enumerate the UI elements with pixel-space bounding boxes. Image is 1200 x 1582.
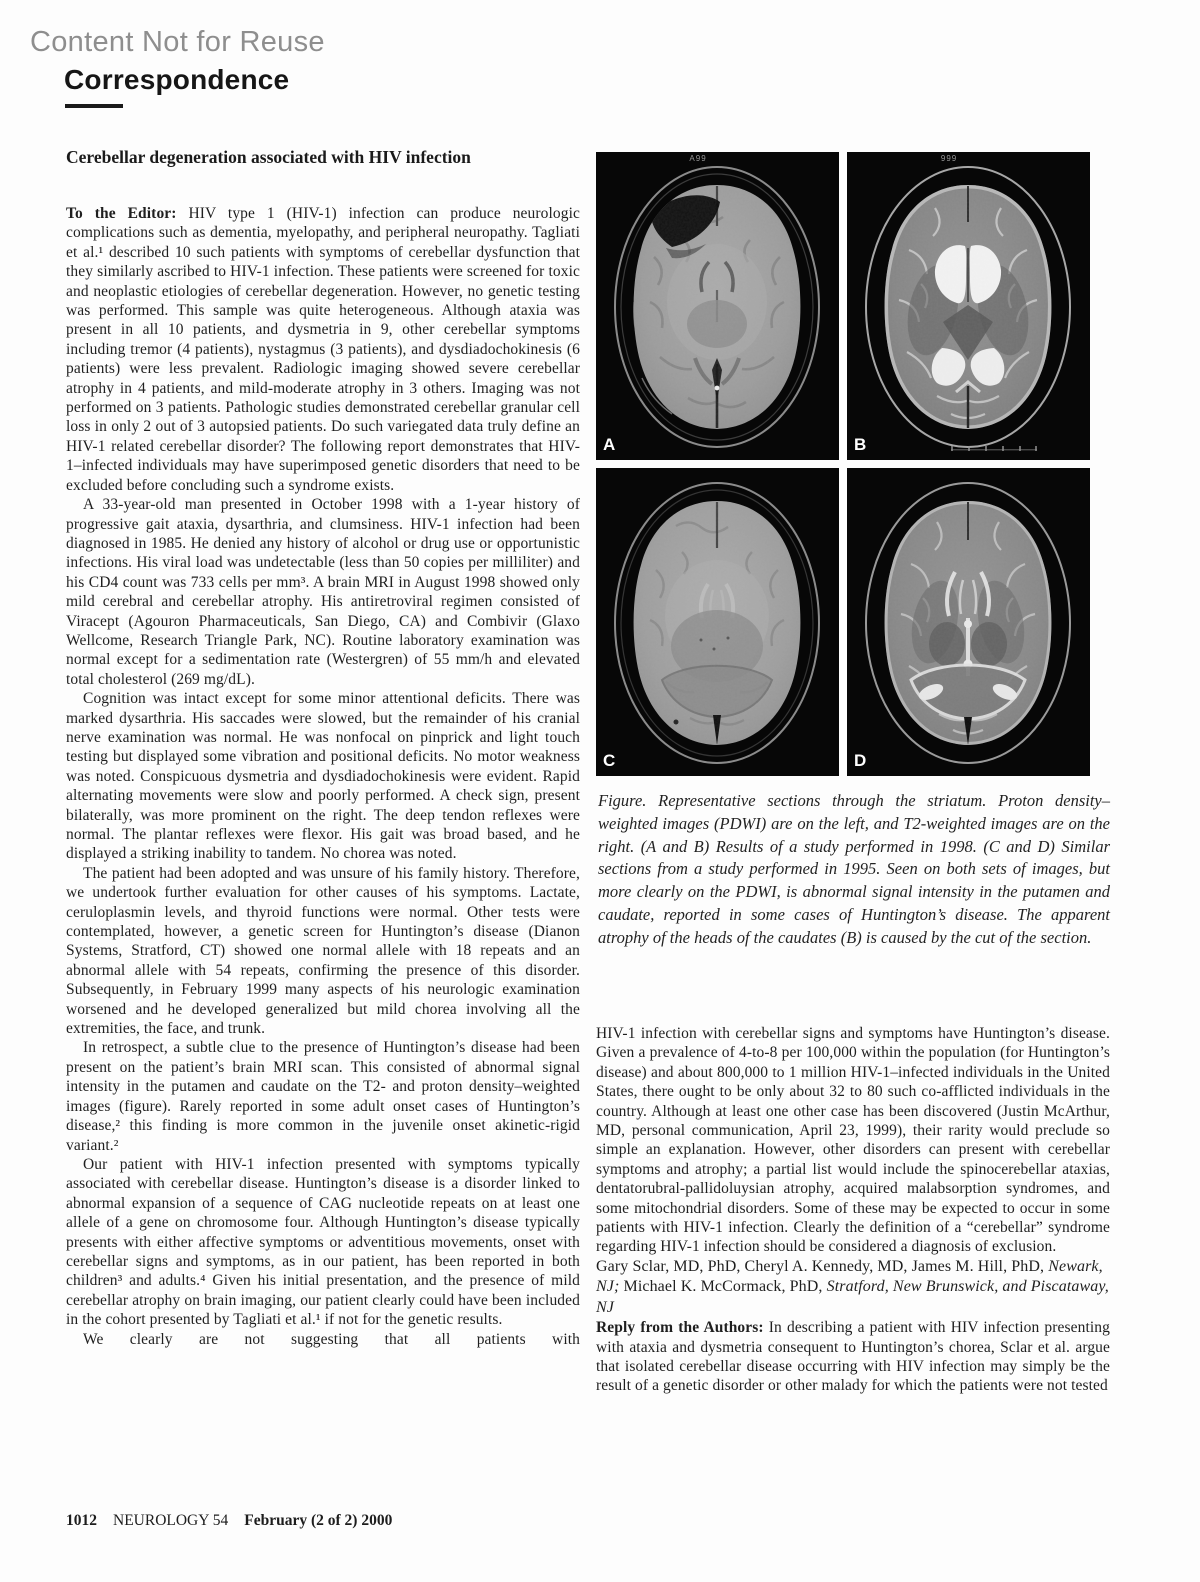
to-the-editor-lead: To the Editor:	[66, 205, 177, 222]
panel-letter: B	[854, 435, 867, 454]
signature-location: Newark, NJ;	[596, 1257, 1103, 1296]
watermark-text: Content Not for Reuse	[30, 26, 325, 58]
paragraph: In retrospect, a subtle clue to the presence of Huntington’s disease had been present on the patient’s brain MRI scan. This consisted of abnormal signal intensity in the putamen and caudate on the T2- and proton density–weighted images (figure). Rarely reported in some adult onset cases of Huntington’s disease,² this finding is more common in the juvenile onset akinetic-rigid variant.²	[66, 1039, 580, 1154]
figure-caption: Figure. Representative sections through the striatum. Proton density–weighted images (PDWI) are on the left, and T2-weighted images are on the right. (A and B) Results of a study performed in 1998. (C and D) Similar sections from a study performed in 1995. Seen on both sets of images, but more clearly on the PDWI, is abnormal signal intensity in the putamen and caudate, reported in some cases of Huntington’s disease. The apparent atrophy of the heads of the caudates (B) is caused by the cut of the section.	[598, 791, 1110, 947]
reply-lead: Reply from the Authors:	[596, 1319, 764, 1337]
issue-date: February (2 of 2) 2000	[244, 1512, 393, 1529]
mri-panel-a	[596, 152, 839, 460]
paragraph: A 33-year-old man presented in October 1998 with a 1-year history of progressive gait ataxia, dysarthria, and clumsiness. HIV-1 infection had been diagnosed in 1985. He denied any history of alcohol or drug use or opportunistic infections. His viral load was undetectable (less than 50 copies per milliliter) and his CD4 count was 733 cells per mm³. A brain MRI in August 1998 showed only mild cerebral and cerebellar atrophy. His antiretroviral regimen consisted of Viracept (Agouron Pharmaceuticals, San Diego, CA) and Combivir (Glaxo Wellcome, Research Triangle Park, NC). Routine laboratory examination was normal except for a sedimentation rate (Westergren) of 55 mm/h and elevated total cholesterol (269 mg/dL).	[66, 496, 580, 688]
reply-paragraph	[596, 1318, 1110, 1396]
left-text-column	[66, 204, 580, 1349]
signature-location: Stratford, New Brunswick, and Piscataway, NJ	[596, 1278, 1109, 1316]
page-number: 1012	[66, 1512, 97, 1529]
paragraph-continuation-line: We clearly are not suggesting that all patients with	[83, 1330, 580, 1348]
panel-letter: C	[603, 751, 616, 770]
paragraph: Cognition was intact except for some minor attentional deficits. There was marked dysarthria. His saccades were slowed, but the remainder of his cranial nerve examination was normal. He was nonfocal on pinprick and light touch testing but displayed some vibration and positional deficits. No motor weakness was noted. Conspicuous dysmetria and dysdiadochokinesis were evident. Rapid alternating movements were slow and poorly performed. A check sign, present bilaterally, was more prominent on the right. The deep tendon reflexes were normal. The plantar reflexes were flexor. His gait was broad based, and he displayed a striking inability to tandem. No chorea was noted.	[66, 690, 580, 863]
scanner-annotation: 999	[940, 154, 958, 163]
mri-image-t2-1995	[847, 468, 1090, 776]
paragraph	[66, 204, 580, 495]
signature-names: Michael K. McCormack, PhD,	[619, 1278, 827, 1296]
section-title: Correspondence	[64, 64, 290, 95]
mri-image-pdwi-1998	[596, 152, 839, 460]
article-title: Cerebellar degeneration associated with HIV infection	[66, 147, 471, 167]
mri-image-t2-1998	[847, 152, 1090, 460]
signature-names: Gary Sclar, MD, PhD, Cheryl A. Kennedy, MD, James M. Hill, PhD,	[596, 1257, 1049, 1275]
mri-figure-grid	[596, 152, 1090, 776]
section-title-rule	[65, 104, 123, 108]
paragraph: HIV-1 infection with cerebellar signs and symptoms have Huntington’s disease. Given a prevalence of 4-to-8 per 100,000 within the population (for Huntington’s disease) and about 800,000 to 1 million HIV-1–infected individuals in the United States, there ought to be only about 32 to 80 such co-afflicted individuals in the country. Although at least one other case has been discovered (Justin McArthur, MD, personal communication, April 23, 1999), their rarity would preclude so simple an explanation. However, other disorders can present with cerebellar symptoms and atrophy; a partial list would include the spinocerebellar ataxias, dentatorubral-pallidoluysian atrophy, acquired malabsorption syndromes, and some mitochondrial disorders. Some of these may be expected to occur in some patients with HIV-1 infection. Clearly the definition of a “cerebellar” syndrome regarding HIV-1 infection should be considered a diagnosis of exclusion.	[596, 1025, 1110, 1256]
mri-panel-b	[847, 152, 1090, 460]
paragraph: Our patient with HIV-1 infection presented with symptoms typically associated with cerebellar disease. Huntington’s disease is a disorder linked to abnormal expansion of a sequence of CAG nucleotide repeats on at least one allele of a gene on chromosome four. Although Huntington’s disease typically presents with either affective symptoms or adventitious movements, onset with cerebellar signs and symptoms, as in our patient, has been reported in both children³ and adults.⁴ Given his initial presentation, and the presence of mild cerebellar atrophy on brain imaging, our patient clearly could have been included in the cohort presented by Tagliati et al.¹ if not for the genetic results.	[66, 1155, 580, 1329]
mri-image-pdwi-1995	[596, 468, 839, 776]
author-signature	[596, 1257, 1110, 1318]
journal-name: NEUROLOGY 54	[113, 1512, 229, 1529]
scanner-annotation: A99	[689, 154, 707, 163]
right-text-column	[596, 1024, 1110, 1396]
mri-panel-c	[596, 468, 839, 776]
paragraph-text: HIV type 1 (HIV-1) infection can produce neurologic complications such as dementia, myelopathy, and peripheral neuropathy. Tagliati et al.¹ described 10 such patients with symptoms of cerebellar dysfunction that they similarly ascribed to HIV-1 infection. These patients were screened for toxic and neoplastic etiologies of cerebellar degeneration. However, no genetic testing was performed. This sample was quite heterogeneous. Although ataxia was present in all 10 patients, and dysmetria in 9, other cerebellar symptoms including tremor (4 patients), nystagmus (3 patients), and dysdiadochokinesis (6 patients) were less prevalent. Radiologic imaging showed severe cerebellar atrophy in 4 patients, and mild-moderate atrophy in 3 others. Imaging was not performed on 3 patients. Pathologic studies demonstrated cerebellar granular cell loss in only 2 out of 3 autopsied patients. Do such variegated data truly define an HIV-1 related cerebellar disorder? The following report demonstrates that HIV-1–infected individuals may have superimposed genetic disorders that need to be excluded before concluding such a syndrome exists.	[66, 205, 580, 494]
panel-letter: D	[854, 751, 867, 770]
page-footer	[66, 1512, 392, 1530]
paragraph: The patient had been adopted and was unsure of his family history. Therefore, we undertook further evaluation for other causes of his symptoms. Lactate, ceruloplasmin levels, and thyroid functions were normal. Other tests were contemplated, however, a genetic screen for Huntington’s disease (Dianon Systems, Stratford, CT) showed one normal allele with 18 repeats and an abnormal allele with 54 repeats, confirming the presence of this disorder. Subsequently, in February 1999 many aspects of his neurologic examination worsened and he developed generalized but mild chorea involving all the extremities, the face, and trunk.	[66, 864, 580, 1038]
reply-text: In describing a patient with HIV infection presenting with ataxia and dysmetria consequent to Huntington’s chorea, Sclar et al. argue that isolated cerebellar disease occurring with HIV infection may simply be the result of a genetic disorder or other malady for which the patients were not tested	[596, 1319, 1110, 1395]
panel-letter: A	[603, 435, 616, 454]
mri-panel-d	[847, 468, 1090, 776]
